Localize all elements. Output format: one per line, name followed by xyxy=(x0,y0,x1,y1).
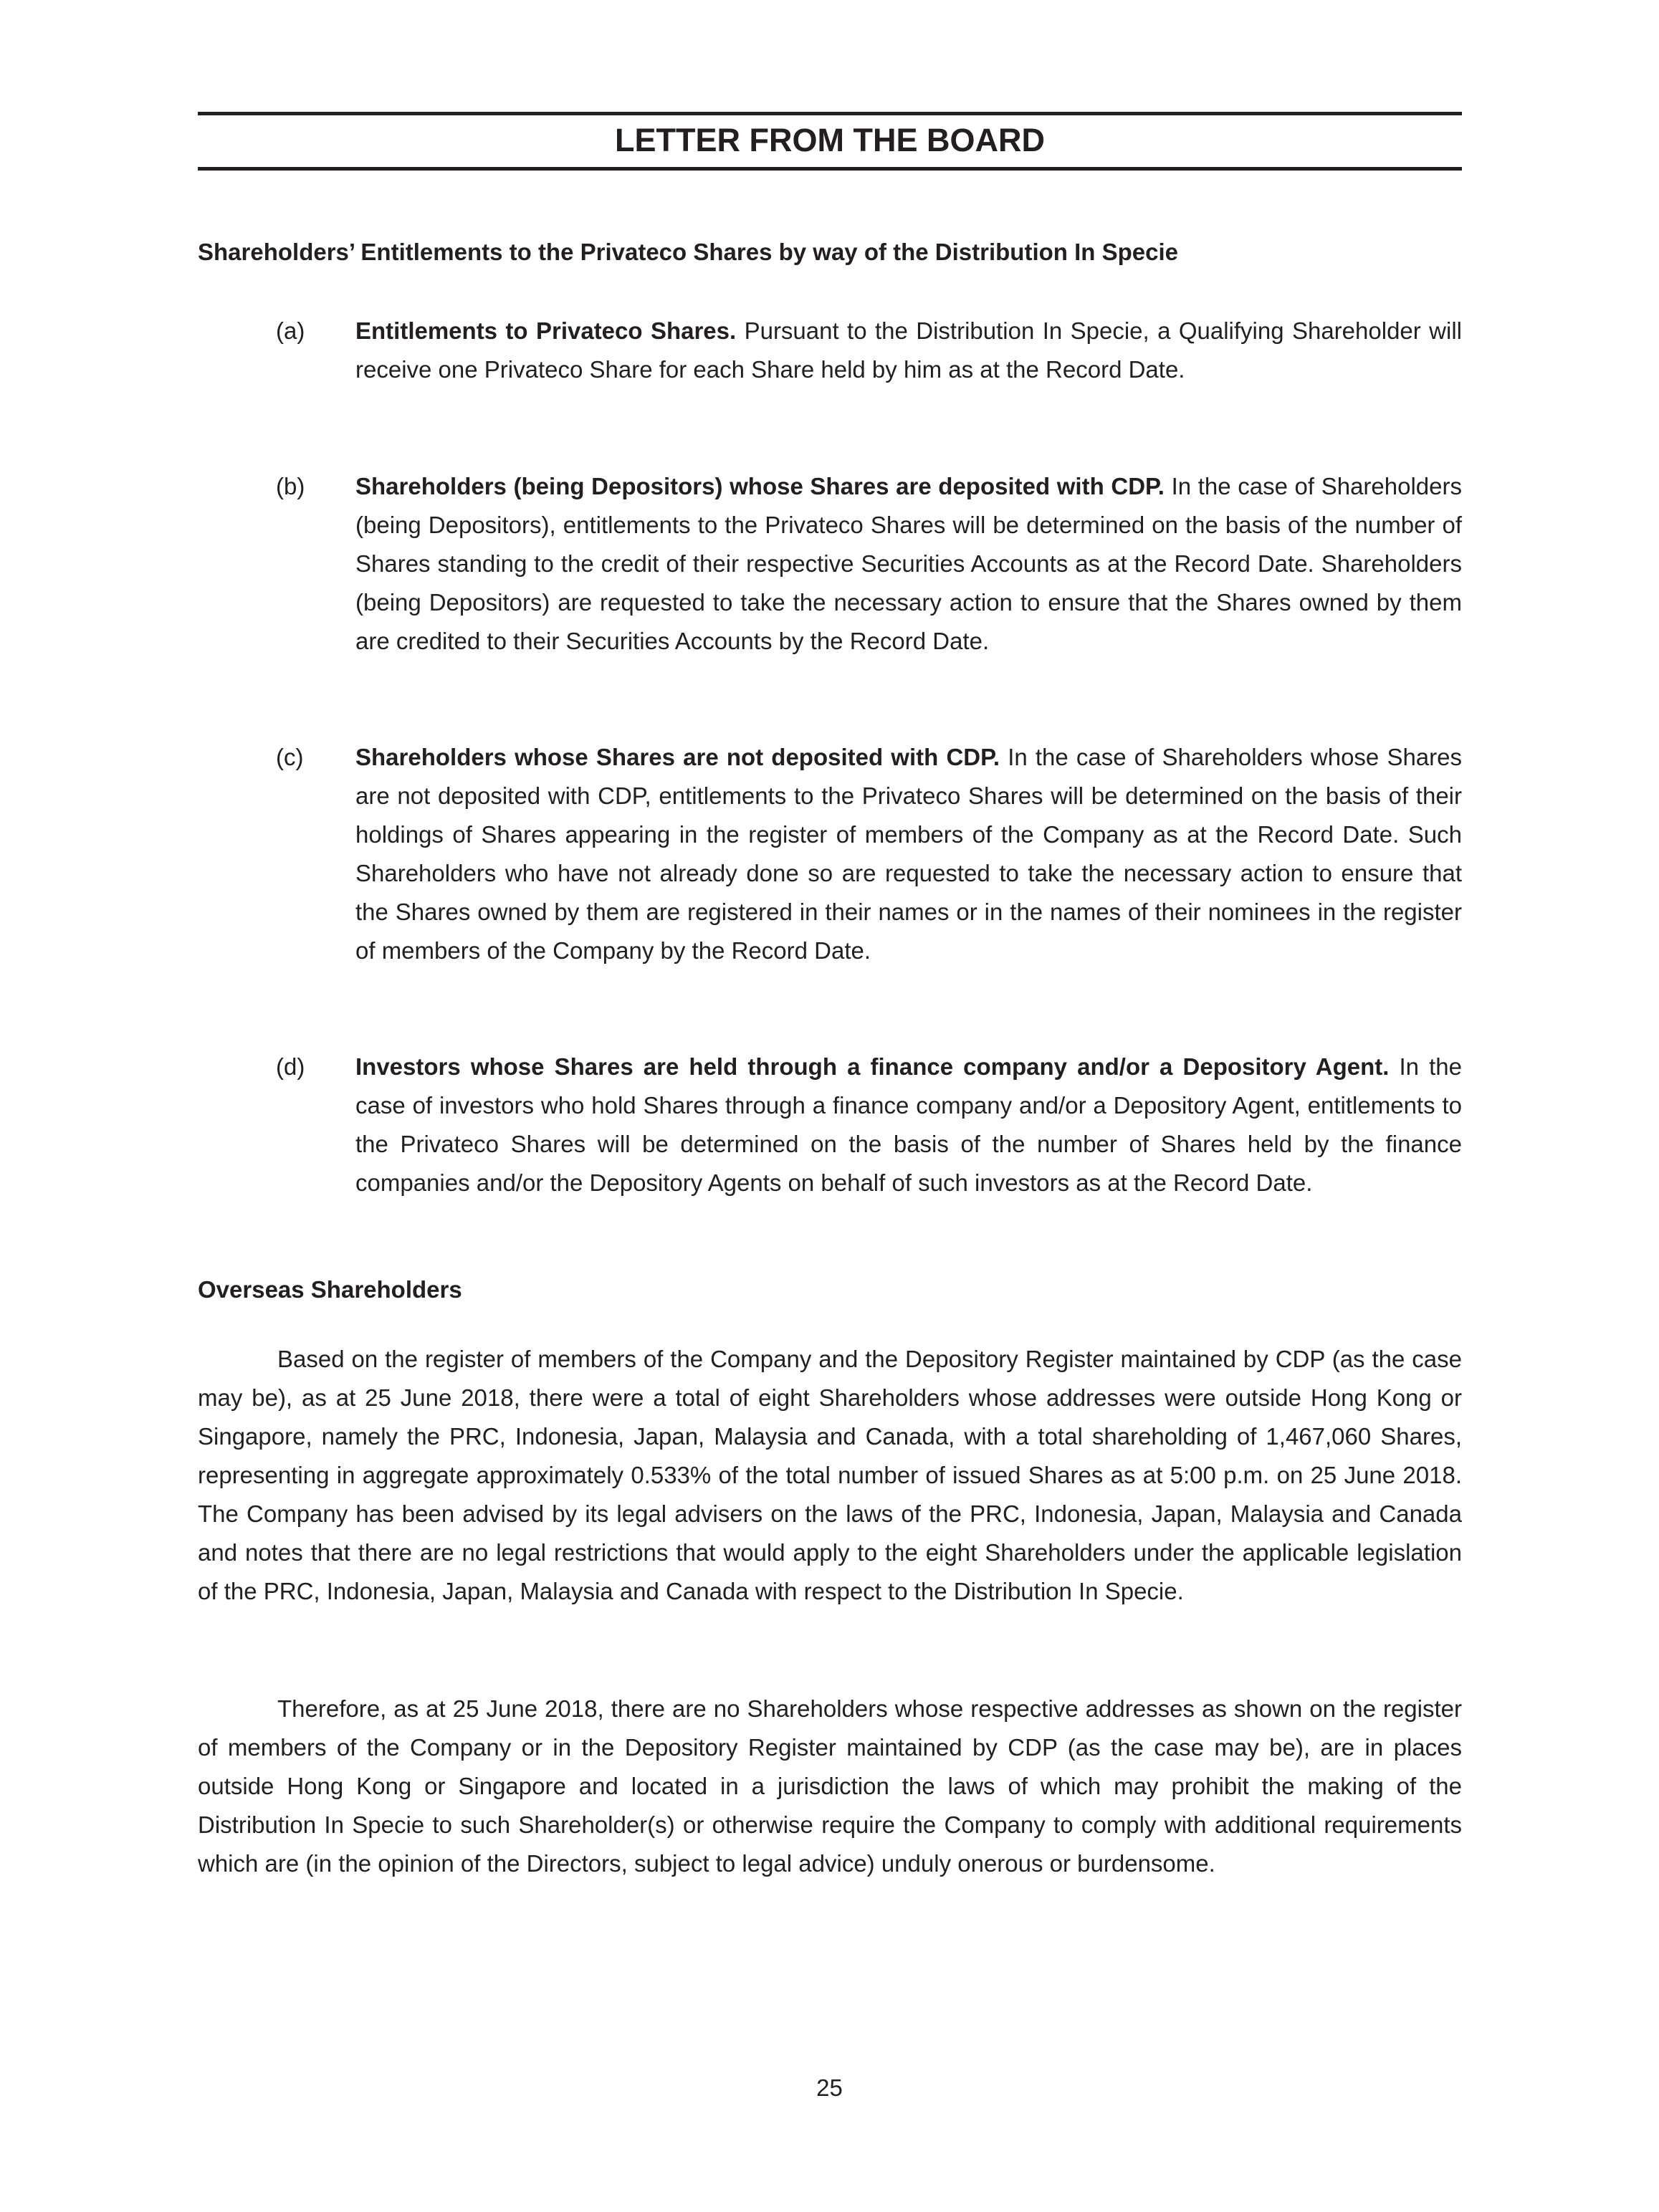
page-number: 25 xyxy=(816,2074,843,2101)
list-item-label: (b) xyxy=(276,473,305,499)
list-item-lead: Shareholders whose Shares are not deposited with CDP. xyxy=(355,744,1000,770)
list-item-d xyxy=(276,1048,1462,1202)
page-title: LETTER FROM THE BOARD xyxy=(615,122,1045,158)
list-item-label: (c) xyxy=(276,744,304,770)
list-item-lead: Investors whose Shares are held through a finance company and/or a Depository Agent. xyxy=(355,1053,1390,1080)
list-item-text: Pursuant to the Distribution In Specie, a Qualifying Shareholder will receive one Privateco Share for each Share held by him as at the Record Date. xyxy=(355,317,1462,383)
list-item-body xyxy=(355,467,1462,661)
paragraph-overseas-1: Based on the register of members of the Company and the Depository Register maintained by CDP (as the case may be), as at 25 June 2018, there were a total of eight Shareholders whose addresses were outside Hong Kong or Singapore, namely the PRC, Indonesia, Japan, Malaysia and Canada, with a total shareholding of 1,467,060 Shares, representing in aggregate approximately 0.533% of the total number of issued Shares as at 5:00 p.m. on 25 June 2018. The Company has been advised by its legal advisers on the laws of the PRC, Indonesia, Japan, Malaysia and Canada and notes that there are no legal restrictions that would apply to the eight Shareholders under the applicable legislation of the PRC, Indonesia, Japan, Malaysia and Canada with respect to the Distribution In Specie. xyxy=(198,1346,1462,1604)
list-item-lead: Entitlements to Privateco Shares. xyxy=(355,317,737,344)
list-item-text: In the case of Shareholders whose Shares are not deposited with CDP, entitlements to the Privateco Shares will be determined on the basis of their holdings of Shares appearing in the register of members of the Company as at the Record Date. Such Shareholders who have not already done so are requested to take the necessary action to ensure that the Shares owned by them are registered in their names or in the names of their nominees in the register of members of the Company by the Record Date. xyxy=(355,744,1463,964)
list-item-body xyxy=(355,1048,1462,1202)
list-item-label: (a) xyxy=(276,317,305,344)
list-item-text: In the case of investors who hold Shares through a finance company and/or a Depository Agent, entitlements to the Privateco Shares will be determined on the basis of the number of Shares held by the finance companies and/or the Depository Agents on behalf of such investors as at the Record Date. xyxy=(355,1053,1462,1196)
list-item-label: (d) xyxy=(276,1053,305,1080)
list-item-c xyxy=(276,738,1462,970)
paragraph-overseas-2: Therefore, as at 25 June 2018, there are no Shareholders whose respective addresses as shown on the register of members of the Company or in the Depository Register maintained by CDP (as the case may be), are in places outside Hong Kong or Singapore and located in a jurisdiction the laws of which may prohibit the making of the Distribution In Specie to such Shareholder(s) or otherwise require the Company to comply with additional requirements which are (in the opinion of the Directors, subject to legal advice) unduly onerous or burdensome. xyxy=(198,1695,1462,1877)
header-bottom-rule xyxy=(198,167,1462,171)
list-item-text: In the case of Shareholders (being Depositors), entitlements to the Privateco Shares will be determined on the basis of the number of Shares standing to the credit of their respective Securities Accounts as at the Record Date. Shareholders (being Depositors) are requested to take the necessary action to ensure that the Shares owned by them are credited to their Securities Accounts by the Record Date. xyxy=(355,473,1462,654)
header-top-rule xyxy=(198,112,1462,115)
section-heading-entitlements: Shareholders’ Entitlements to the Privateco Shares by way of the Distribution In Specie xyxy=(198,239,1179,265)
list-item-body xyxy=(355,312,1462,389)
list-item-a xyxy=(276,312,1462,389)
section-heading-overseas: Overseas Shareholders xyxy=(198,1276,462,1303)
list-item-b xyxy=(276,467,1462,661)
list-item-body xyxy=(355,738,1462,970)
list-item-lead: Shareholders (being Depositors) whose Shares are deposited with CDP. xyxy=(355,473,1165,499)
